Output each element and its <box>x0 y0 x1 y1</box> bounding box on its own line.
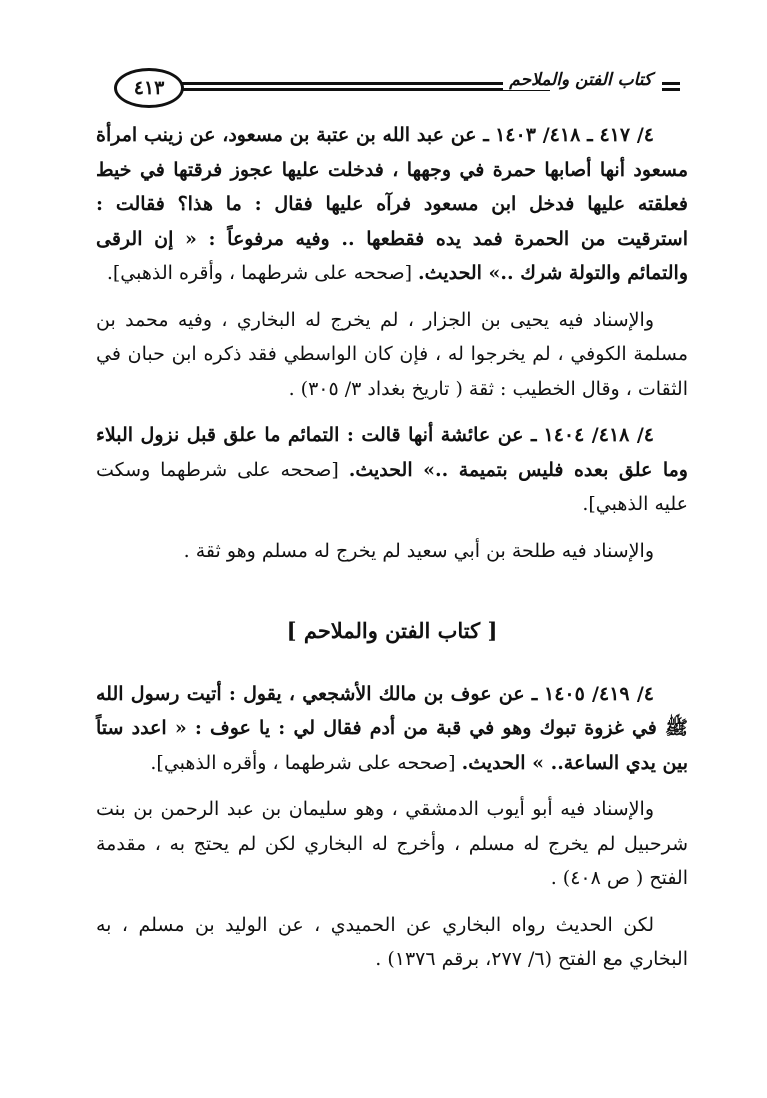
isnad-comment: لكن الحديث رواه البخاري عن الحميدي ، عن الوليد بن مسلم ، به البخاري مع الفتح (٦/ ٢٧٧، برقم ١٣٧٦) . <box>96 913 688 970</box>
hadith-ruling: [صححه على شرطهما ، وأقره الذهبي]. <box>106 262 412 284</box>
header-rule <box>662 82 680 85</box>
hadith-number: ٤/ ٤١٩/ ١٤٠٥ <box>544 682 655 705</box>
running-title: كتاب الفتن والملاحم <box>503 70 658 90</box>
hadith-entry <box>96 118 688 291</box>
isnad-comment: والإسناد فيه أبو أيوب الدمشقي ، وهو سليمان بن عبد الرحمن بن بنت شرحبيل لم يخرج له مسلم ، وأخرج له البخاري لكن لم يحتج به ، مقدمة الفتح ( ص ٤٠٨) . <box>96 798 689 889</box>
page-number: ٤١٣ <box>114 68 184 108</box>
page-body <box>96 118 688 989</box>
hadith-ruling: [صححه على شرطهما ، وأقره الذهبي]. <box>150 751 456 774</box>
hadith-text: ـ عن عوف بن مالك الأشجعي ، يقول : أتيت رسول الله ﷺ في غزوة تبوك وهو في قبة من أدم فقال لي : يا عوف : « اعدد ستاً بين يدي الساعة.. » الحديث. <box>96 682 688 774</box>
hadith-number: ٤/ ٤١٧ ـ ٤١٨/ ١٤٠٣ <box>495 124 655 146</box>
isnad-comment: والإسناد فيه يحيى بن الجزار ، لم يخرج له البخاري ، وفيه محمد بن مسلمة الكوفي ، لم يخرجوا له ، فإن كان الواسطي فقد ذكره ابن حبان في الثقات ، وقال الخطيب : ثقة ( تاريخ بغداد ٣/ ٣٠٥) . <box>96 308 688 400</box>
section-title: [ كتاب الفتن والملاحم ] <box>286 618 498 643</box>
hadith-text: ـ عن عبد الله بن عتبة بن مسعود، عن زينب امرأة مسعود أنها أصابها حمرة في وجهها ، فدخلت عليها عجوز فرقتها في خيط فعلقته عليها فدخل ابن مسعود فرآه عليها فقال : ما هذا؟ فقالت : استرقيت من الحمرة فمد يده فقطعها .. وفيه مرفوعاً : « إن الرقى والتمائم والتولة شرك ..» الحديث. <box>96 124 688 284</box>
isnad-comment: والإسناد فيه طلحة بن أبي سعيد لم يخرج له مسلم وهو ثقة . <box>183 539 654 562</box>
hadith-number: ٤/ ٤١٨/ ١٤٠٤ <box>543 424 654 446</box>
hadith-ruling: [صححه على شرطهما وسكت عليه الذهبي]. <box>96 458 688 515</box>
hadith-entry <box>96 677 688 781</box>
header-rule <box>160 88 550 91</box>
hadith-entry <box>96 418 688 522</box>
page-header <box>100 64 680 108</box>
hadith-text: ـ عن عائشة أنها قالت : التمائم ما علق قبل نزول البلاء وما علق بعده فليس بتميمة ..» الحديث. <box>96 424 688 481</box>
header-rule <box>160 82 550 85</box>
header-rule <box>662 88 680 91</box>
